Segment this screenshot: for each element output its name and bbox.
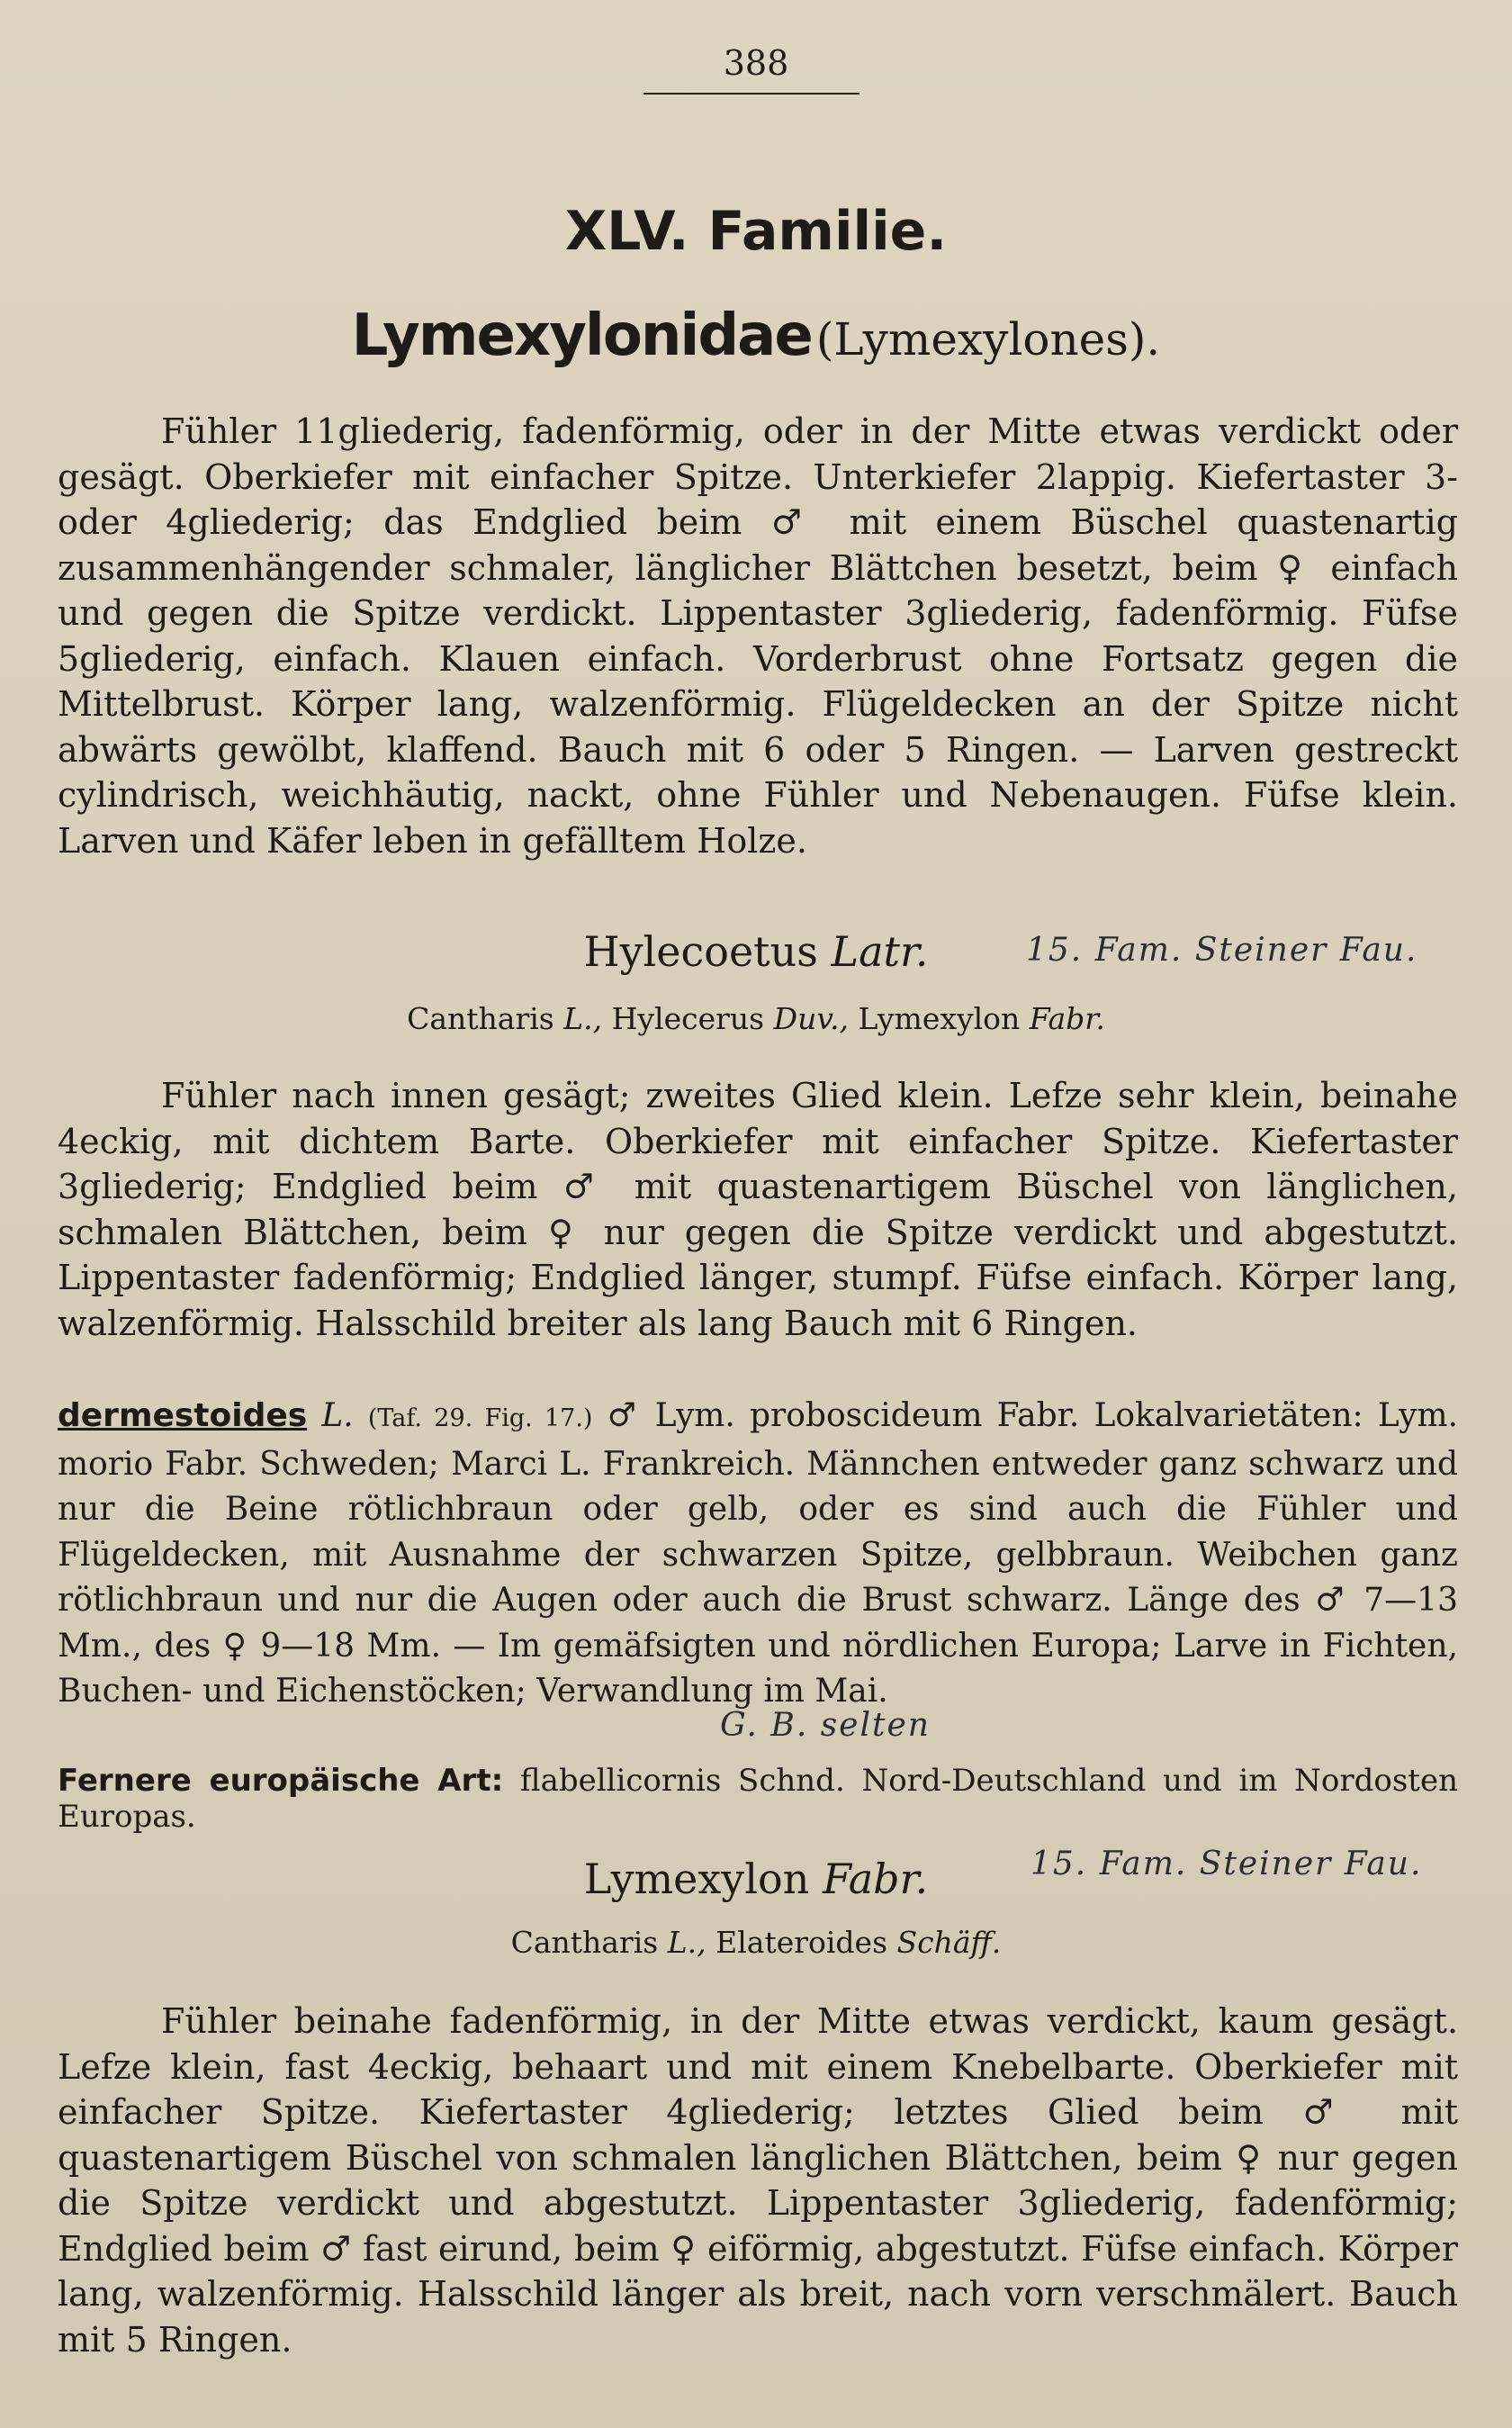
genus-name: Lymexylon bbox=[583, 1855, 810, 1903]
synonym-author: Duv., bbox=[773, 1001, 850, 1036]
genus-synonyms bbox=[0, 1001, 1512, 1036]
family-title bbox=[0, 302, 1512, 369]
synonym-author: L., bbox=[563, 1001, 603, 1036]
species-text: ♂ Lym. proboscideum Fabr. Lokalvarietäten: Lym. morio Fabr. Schweden; Marci L. Frankreich. Männchen entweder ganz schwarz und nur die Beine rötlichbraun oder gelb, oder es sind auch die Fühler und Flügeldecken, mit Ausnahme der schwarzen Spitze, gelbbraun. Weibchen ganz rötlichbraun und nur die Augen oder auch die Brust schwarz. Länge des ♂ 7—13 Mm., des ♀ 9—18 Mm. — Im gemäfsigten und nördlichen Europa; Larve in Fichten, Buchen- und Eichenstöcken; Verwandlung im Mai. bbox=[58, 1397, 1458, 1710]
further-species-block bbox=[58, 1763, 1458, 1835]
species-block bbox=[58, 1394, 1458, 1715]
further-species-label: Fernere europäische Art: bbox=[58, 1763, 504, 1799]
synonym: Lymexylon bbox=[858, 1001, 1021, 1036]
synonym: Cantharis bbox=[407, 1001, 554, 1036]
synonym: Hylecerus bbox=[611, 1001, 765, 1036]
genus-author: Fabr. bbox=[822, 1855, 929, 1903]
family-alt-name: (Lymexylones). bbox=[815, 313, 1161, 366]
genus-name: Hylecoetus bbox=[583, 927, 818, 976]
species-plate-ref: (Taf. 29. Fig. 17.) bbox=[367, 1404, 593, 1432]
synonym: Elateroides bbox=[716, 1925, 888, 1960]
family-name: Lymexylonidae bbox=[351, 302, 812, 369]
genus-synonyms bbox=[0, 1925, 1512, 1960]
species-entry bbox=[58, 1394, 1458, 1715]
genus-description-block bbox=[58, 1999, 1458, 2362]
handwritten-note: 15. Fam. Steiner Fau. bbox=[1026, 932, 1418, 969]
further-species bbox=[58, 1763, 1458, 1835]
species-author: L. bbox=[321, 1397, 354, 1434]
page-number-rule bbox=[644, 93, 860, 95]
genus-description: Fühler nach innen gesägt; zweites Glied klein. Lefze sehr klein, beinahe 4eckig, mit dichtem Barte. Oberkiefer mit einfacher Spitze. Kiefertaster 3gliederig; Endglied beim ♂ mit quastenartigem Büschel von länglichen, schmalen Blättchen, beim ♀ nur gegen die Spitze verdickt und abgestutzt. Lippentaster fadenförmig; Endglied länger, stumpf. Füfse einfach. Körper lang, walzenförmig. Halsschild breiter als lang Bauch mit 6 Ringen. bbox=[58, 1076, 1458, 1343]
genus-author: Latr. bbox=[831, 927, 929, 976]
synonym-author: Schäff. bbox=[896, 1925, 1002, 1960]
family-description-block bbox=[58, 409, 1458, 863]
family-heading: XLV. Familie. bbox=[564, 200, 948, 263]
genus-description-block bbox=[58, 1073, 1458, 1346]
family-description: Fühler 11gliederig, fadenförmig, oder in der Mitte etwas verdickt oder gesägt. Oberkiefer mit einfacher Spitze. Unterkiefer 2lappig. Kiefertaster 3- oder 4gliederig; das Endglied beim ♂ mit einem Büschel quastenartig zusammenhängender schmaler, länglicher Blättchen besetzt, beim ♀ einfach und gegen die Spitze verdickt. Lippentaster 3gliederig, fadenförmig. Füfse 5gliederig, einfach. Klauen einfach. Vorderbrust ohne Fortsatz gegen die Mittelbrust. Körper lang, walzenförmig. Flügeldecken an der Spitze nicht abwärts gewölbt, klaffend. Bauch mit 6 oder 5 Ringen. — Larven gestreckt cylindrisch, weichhäutig, nackt, ohne Fühler und Nebenaugen. Füfse klein. Larven und Käfer leben in gefälltem Holze. bbox=[58, 411, 1458, 861]
handwritten-note: 15. Fam. Steiner Fau. bbox=[1030, 1846, 1423, 1882]
synonym-author: L., bbox=[667, 1925, 706, 1960]
species-name: dermestoides bbox=[58, 1397, 308, 1434]
synonym-author: Fabr. bbox=[1029, 1001, 1105, 1036]
page-number: 388 bbox=[723, 43, 789, 83]
genus-description: Fühler beinahe fadenförmig, in der Mitte etwas verdickt, kaum gesägt. Lefze klein, fast 4eckig, behaart und mit einem Knebelbarte. Oberkiefer mit einfacher Spitze. Kiefertaster 4gliederig; letztes Glied beim ♂ mit quastenartigem Büschel von schmalen länglichen Blättchen, beim ♀ nur gegen die Spitze verdickt und abgestutzt. Lippentaster 3gliederig, fadenförmig; Endglied beim ♂ fast eirund, beim ♀ eiförmig, abgestutzt. Füfse einfach. Körper lang, walzenförmig. Halsschild länger als breit, nach vorn verschmälert. Bauch mit 5 Ringen. bbox=[58, 2001, 1458, 2360]
further-species-text: flabellicornis Schnd. Nord-Deutschland und im Nordosten Europas. bbox=[58, 1763, 1458, 1835]
handwritten-note: G. B. selten bbox=[720, 1707, 931, 1744]
synonym: Cantharis bbox=[510, 1925, 659, 1960]
